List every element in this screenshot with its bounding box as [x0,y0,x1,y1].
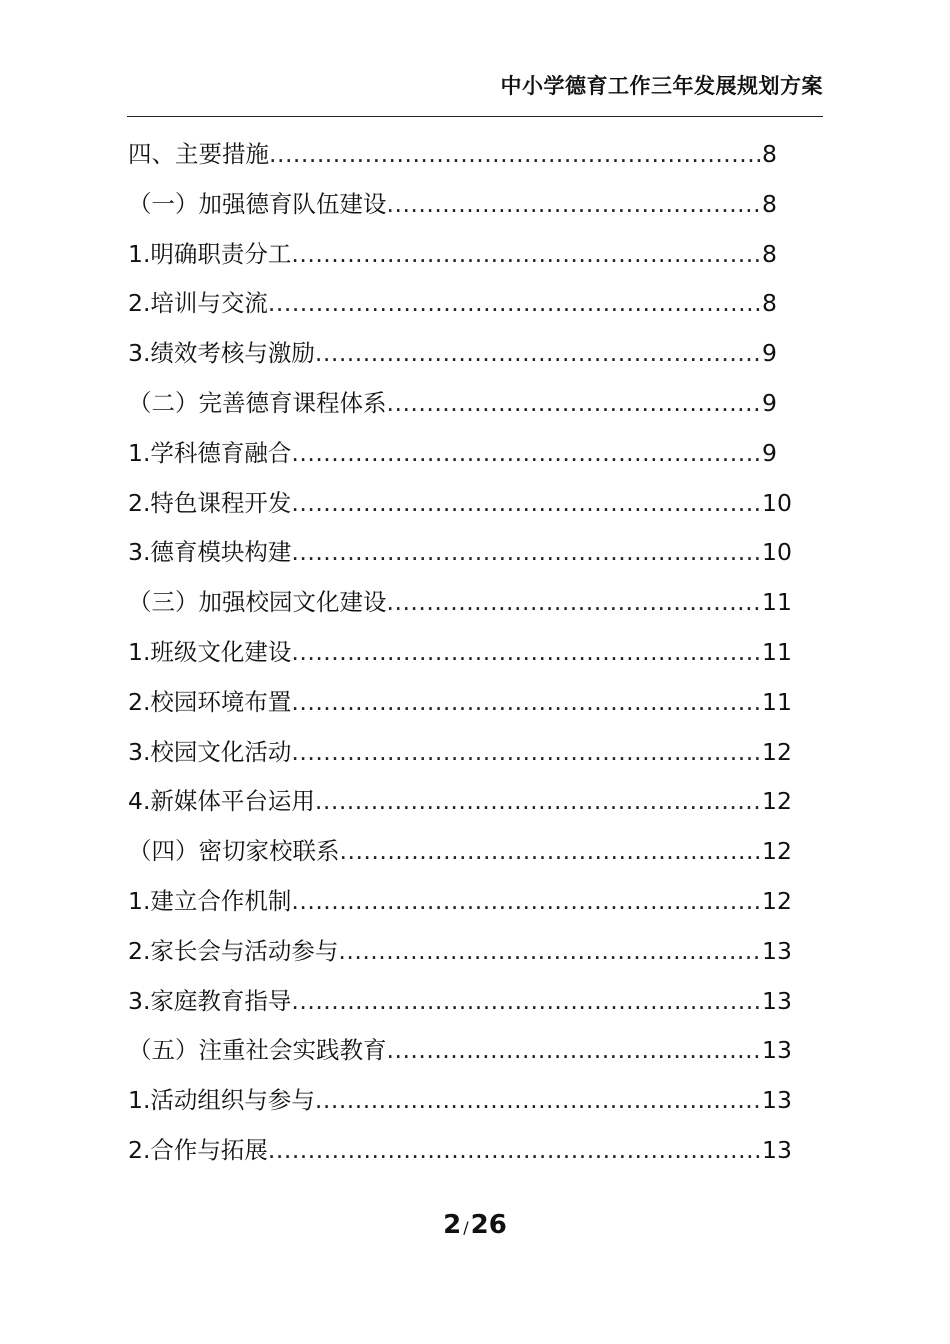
toc-entry-label: 4.新媒体平台运用 [128,787,315,816]
toc-entry[interactable] [128,236,800,286]
toc-dot-leader [269,136,762,172]
toc-entry-label: 2.校园环境布置 [128,687,292,716]
toc-entry[interactable] [128,385,800,435]
table-of-contents [128,136,800,1182]
toc-dot-leader [387,385,763,421]
toc-entry[interactable] [128,634,800,684]
toc-entry-label: 1.班级文化建设 [128,637,292,666]
toc-entry[interactable] [128,335,800,385]
toc-entry-label: 2.特色课程开发 [128,488,292,517]
page-number-footer [0,1210,950,1240]
toc-dot-leader [340,833,763,869]
toc-entry-page: 8 [762,239,777,268]
toc-entry[interactable] [128,783,800,833]
toc-entry-page: 13 [762,1036,792,1065]
toc-dot-leader [291,634,762,670]
toc-dot-leader [291,883,762,919]
toc-entry-label: （三）加强校园文化建设 [128,588,387,617]
total-page-count: 26 [470,1210,507,1240]
toc-entry-page: 13 [762,936,792,965]
toc-entry[interactable] [128,186,800,236]
toc-entry[interactable] [128,1032,800,1082]
toc-entry-label: 2.合作与拓展 [128,1135,268,1164]
toc-entry-label: 1.建立合作机制 [128,886,292,915]
toc-dot-leader [291,734,762,770]
document-header-title: 中小学德育工作三年发展规划方案 [500,74,823,98]
toc-entry[interactable] [128,285,800,335]
toc-entry-page: 12 [762,886,792,915]
toc-entry-page: 9 [762,339,777,368]
toc-entry-label: 1.学科德育融合 [128,438,292,467]
toc-dot-leader [291,684,762,720]
toc-entry[interactable] [128,485,800,535]
toc-entry-page: 10 [762,538,792,567]
toc-entry-label: 2.培训与交流 [128,289,268,318]
toc-entry[interactable] [128,983,800,1033]
current-page-number: 2 [443,1210,462,1240]
toc-entry-page: 12 [762,737,792,766]
toc-dot-leader [291,983,762,1019]
toc-entry-page: 13 [762,1135,792,1164]
toc-dot-leader [338,933,762,969]
toc-dot-leader [268,1132,762,1168]
toc-entry[interactable] [128,833,800,883]
toc-entry-label: （四）密切家校联系 [128,837,340,866]
toc-entry-label: 四、主要措施 [128,140,269,168]
header-divider [127,116,823,117]
toc-dot-leader [291,236,762,272]
toc-entry-label: 3.校园文化活动 [128,737,292,766]
toc-entry[interactable] [128,883,800,933]
toc-dot-leader [291,435,762,471]
toc-entry-label: （五）注重社会实践教育 [128,1036,387,1065]
toc-entry-page: 10 [762,488,792,517]
toc-entry-page: 8 [762,289,777,318]
toc-entry-label: 2.家长会与活动参与 [128,936,339,965]
toc-entry-page: 9 [762,438,777,467]
toc-entry-page: 11 [762,687,792,716]
toc-entry[interactable] [128,933,800,983]
toc-entry[interactable] [128,534,800,584]
toc-entry-label: 3.绩效考核与激励 [128,339,315,368]
toc-entry-label: （一）加强德育队伍建设 [128,189,387,218]
page-number-separator: / [463,1218,469,1237]
toc-entry-page: 12 [762,837,792,866]
toc-entry-page: 11 [762,637,792,666]
toc-entry[interactable] [128,584,800,634]
toc-entry-label: 3.家庭教育指导 [128,986,292,1015]
toc-dot-leader [387,584,763,620]
toc-entry-page: 11 [762,588,792,617]
toc-dot-leader [315,1082,762,1118]
toc-entry-page: 12 [762,787,792,816]
toc-entry-page: 8 [762,140,777,168]
toc-entry-label: 1.明确职责分工 [128,239,292,268]
toc-entry[interactable] [128,734,800,784]
toc-dot-leader [387,186,763,222]
toc-entry-page: 8 [762,189,777,218]
toc-dot-leader [315,335,762,371]
toc-entry-label: 3.德育模块构建 [128,538,292,567]
toc-entry[interactable] [128,684,800,734]
toc-entry[interactable] [128,1132,800,1182]
toc-dot-leader [291,485,762,521]
toc-dot-leader [268,285,762,321]
toc-entry[interactable] [128,1082,800,1132]
toc-dot-leader [291,534,762,570]
toc-entry-label: （二）完善德育课程体系 [128,388,387,417]
toc-dot-leader [315,783,762,819]
toc-entry-page: 13 [762,986,792,1015]
toc-entry-page: 13 [762,1086,792,1115]
toc-entry-page: 9 [762,388,777,417]
toc-dot-leader [387,1032,763,1068]
toc-entry-label: 1.活动组织与参与 [128,1086,315,1115]
toc-entry[interactable] [128,435,800,485]
toc-entry[interactable] [128,136,800,186]
